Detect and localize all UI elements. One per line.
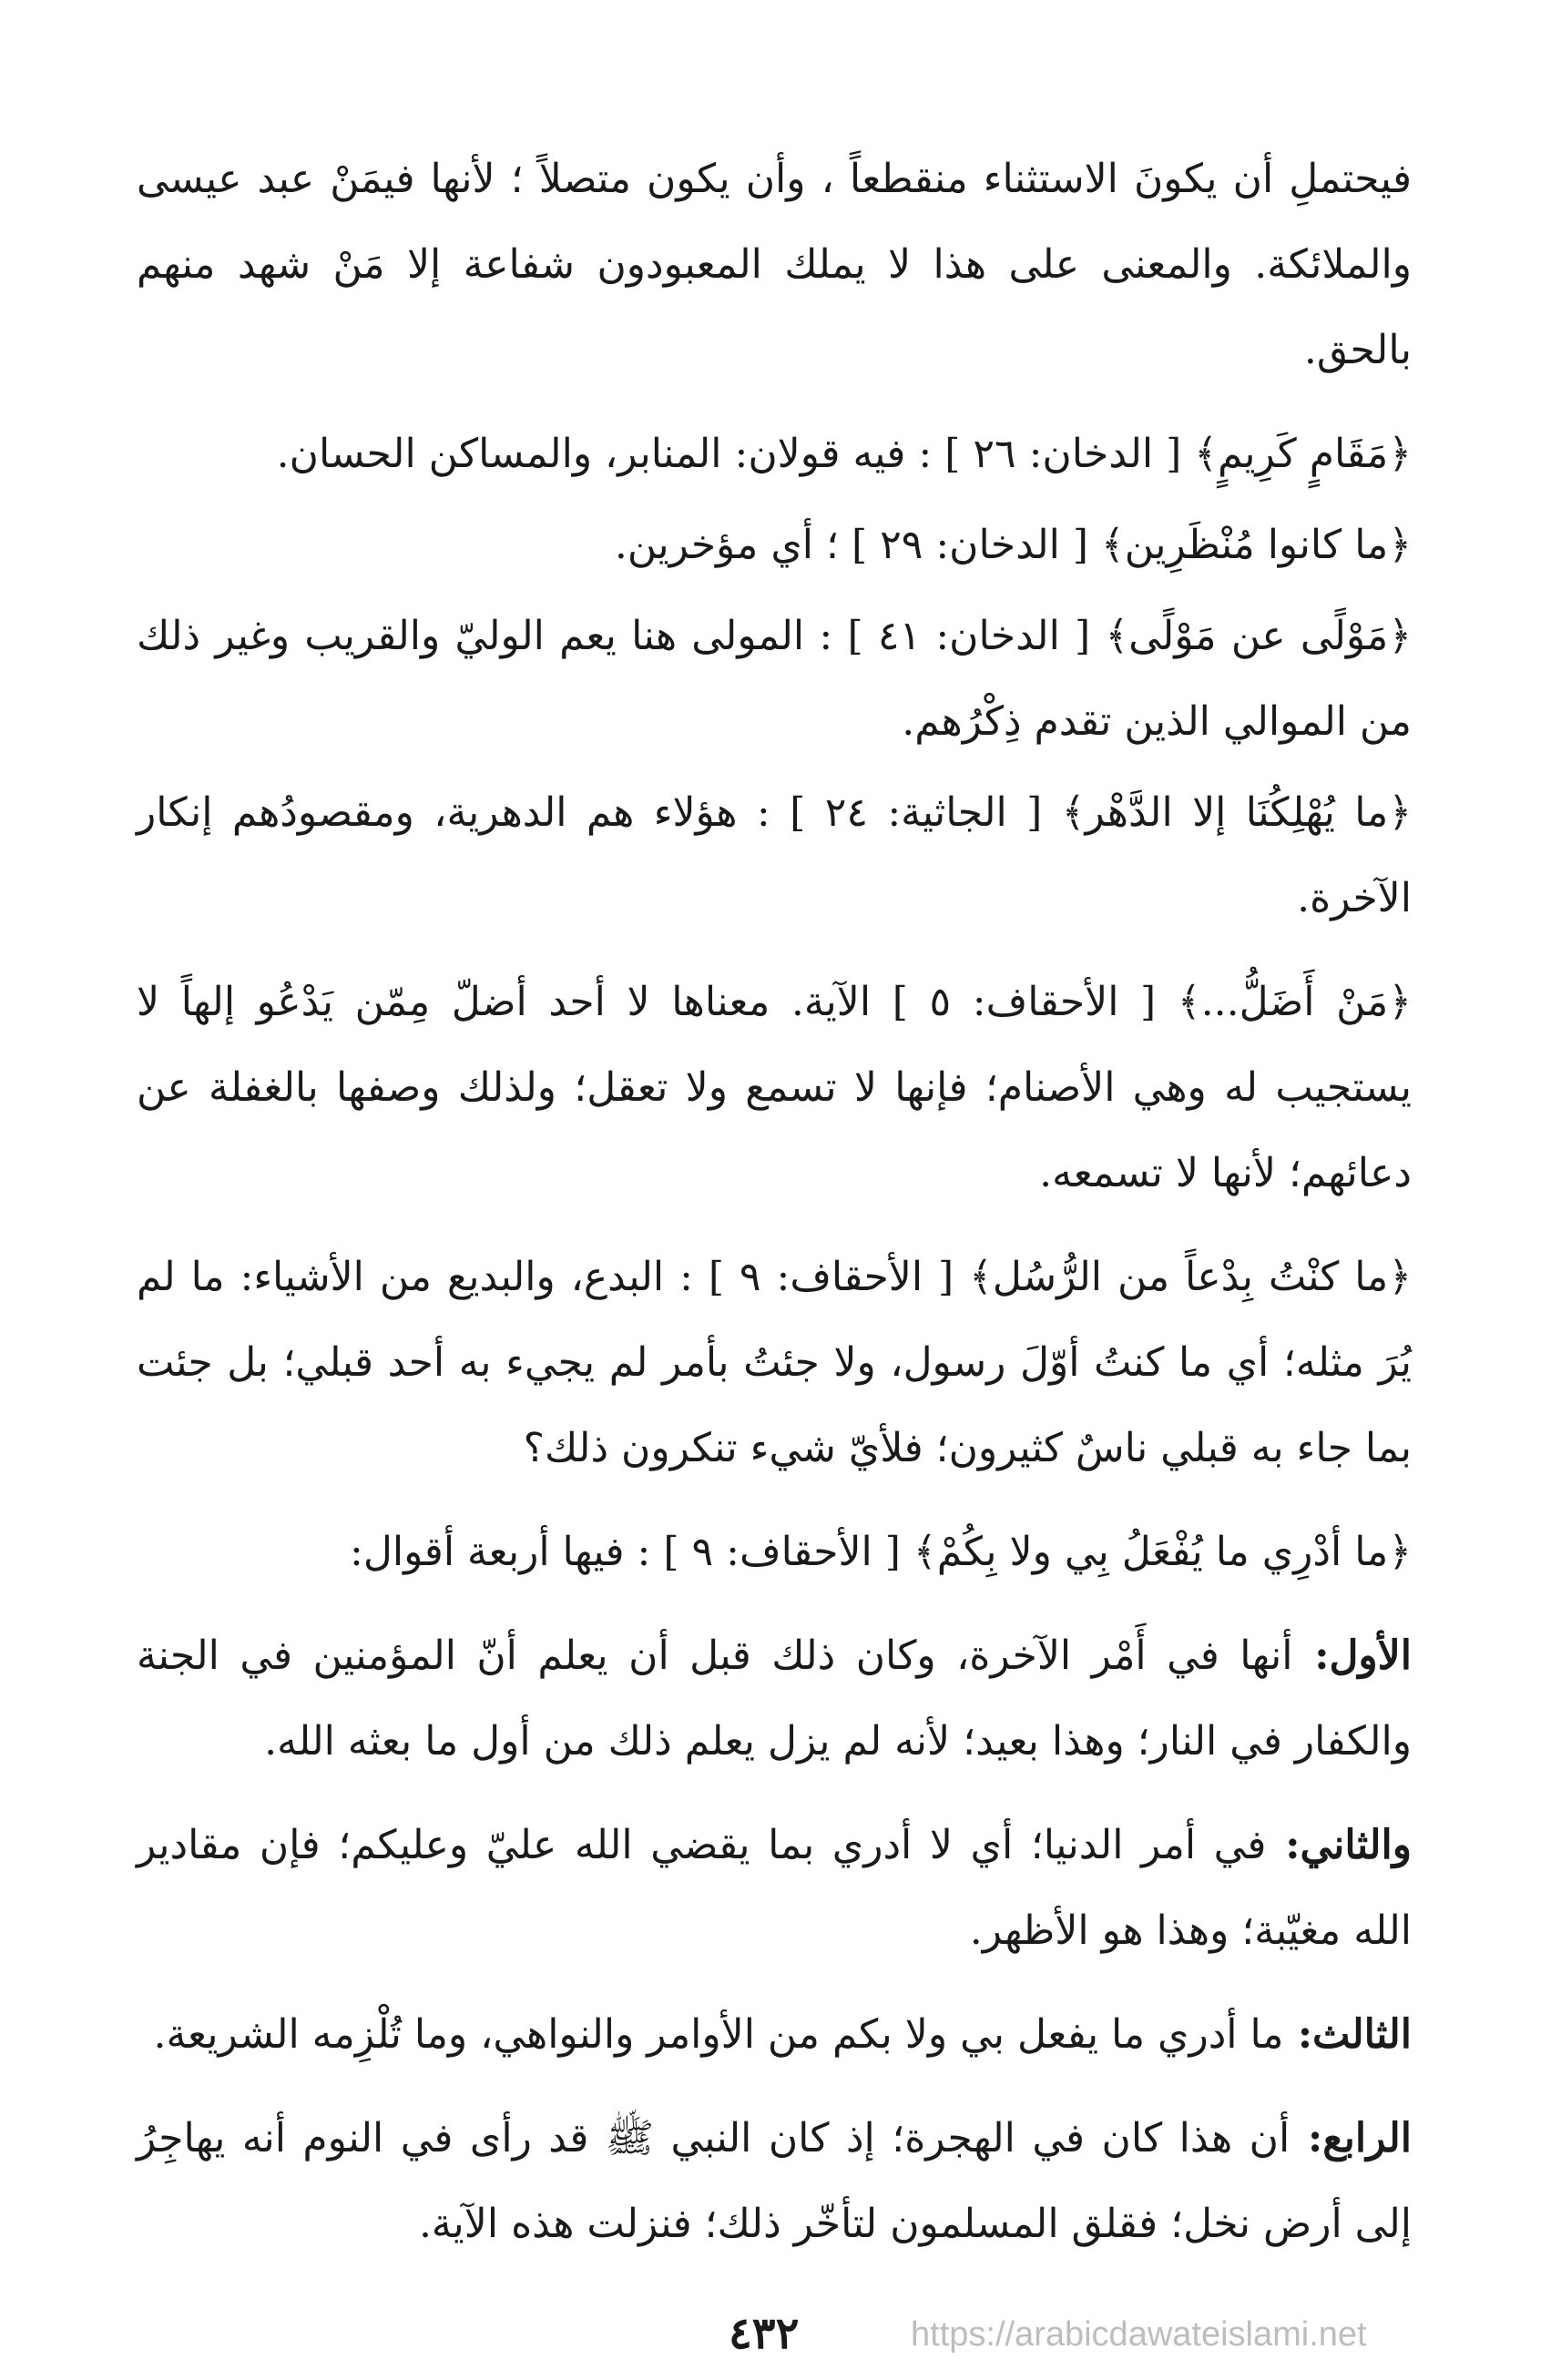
verse-reference: [ الأحقاف: ٥ ] bbox=[871, 979, 1157, 1025]
paragraph-text: : فيها أربعة أقوال: bbox=[350, 1529, 651, 1575]
verse-reference: [ الدخان: ٤١ ] bbox=[832, 613, 1091, 659]
paragraph-text: في أمر الدنيا؛ أي لا أدري بما يقضي الله عليّ وعليكم؛ فإن مقادير الله مغيّبة؛ وهذا هو الأظهر. bbox=[137, 1822, 1412, 1954]
paragraph-text: أن هذا كان في الهجرة؛ إذ كان النبي ﷺ قد رأى في النوم أنه يهاجِرُ إلى أرض نخل؛ فقلق المسلمون لتأخّر ذلك؛ فنزلت هذه الآية. bbox=[137, 2115, 1412, 2247]
paragraph-text: : هؤلاء هم الدهرية، ومقصودُهم إنكار الآخرة. bbox=[137, 789, 1412, 921]
watermark-url: https://arabicdawateislami.net bbox=[911, 2315, 1367, 2354]
book-page bbox=[137, 137, 1412, 2285]
quran-verse: ﴿ما أدْرِي ما يُفْعَلُ بِي ولا بِكُمْ﴾ bbox=[900, 1529, 1412, 1575]
paragraph-text: أنها في أَمْر الآخرة، وكان ذلك قبل أن يعلم أنّ المؤمنين في الجنة والكفار في النار؛ وهذا بعيد؛ لأنه لم يزل يعلم ذلك من أول ما بعثه الله. bbox=[137, 1632, 1412, 1765]
paragraph-munzarin bbox=[137, 503, 1412, 588]
page-footer bbox=[0, 2308, 1561, 2363]
verse-reference: [ الدخان: ٢٩ ] bbox=[838, 522, 1088, 568]
paragraph-intro bbox=[137, 137, 1412, 393]
page-number: ٤٣٢ bbox=[729, 2308, 800, 2359]
paragraph-second-opinion bbox=[137, 1803, 1412, 1974]
verse-reference: [ الجاثية: ٢٤ ] bbox=[770, 789, 1043, 836]
paragraph-text: : المولى هنا يعم الوليّ والقريب وغير ذلك من الموالي الذين تقدم ذِكْرُهم. bbox=[137, 613, 1412, 745]
paragraph-text: ؛ أي مؤخرين. bbox=[614, 522, 839, 568]
paragraph-adall bbox=[137, 960, 1412, 1216]
paragraph-text: : فيه قولان: المنابر، والمساكن الحسان. bbox=[276, 431, 933, 477]
quran-verse: ﴿مَوْلًى عن مَوْلًى﴾ bbox=[1090, 613, 1412, 659]
quran-verse: ﴿مَنْ أَضَلُّ...﴾ bbox=[1156, 979, 1412, 1025]
paragraph-text: الآية. معناها لا أحد أضلّ مِمّن يَدْعُو إلهاً لا يستجيب له وهي الأصنام؛ فإنها لا تسمع ولا تعقل؛ ولذلك وصفها بالغفلة عن دعائهم؛ لأنها لا تسمعه. bbox=[137, 979, 1412, 1196]
paragraph-text: ما أدري ما يفعل بي ولا بكم من الأوامر والنواهي، وما تُلْزِمه الشريعة. bbox=[153, 2011, 1284, 2058]
paragraph-fourth-opinion bbox=[137, 2096, 1412, 2267]
paragraph-first-opinion bbox=[137, 1613, 1412, 1785]
paragraph-bidan bbox=[137, 1235, 1412, 1491]
opinion-heading: الأول: bbox=[1292, 1632, 1412, 1679]
paragraph-text: فيحتملِ أن يكونَ الاستثناء منقطعاً ، وأن يكون متصلاً ؛ لأنها فيمَنْ عبد عيسى والملائكة. والمعنى على هذا لا يملك المعبودون شفاعة إلا مَنْ شهد منهم بالحق. bbox=[137, 156, 1412, 373]
paragraph-text: : البدع، والبديع من الأشياء: ما لم يُرَ مثله؛ أي ما كنتُ أوّلَ رسول، ولا جئتُ بأمر لم يجيء به أحد قبلي؛ بل جئت بما جاء به قبلي ناسٌ كثيرون؛ فلأيّ شيء تنكرون ذلك؟ bbox=[137, 1254, 1412, 1471]
paragraph-ma-adri bbox=[137, 1510, 1412, 1595]
quran-verse: ﴿ما كنْتُ بِدْعاً من الرُّسُل﴾ bbox=[954, 1254, 1412, 1300]
quran-verse: ﴿ما يُهْلِكُنَا إلا الدَّهْر﴾ bbox=[1042, 789, 1413, 836]
verse-reference: [ الدخان: ٢٦ ] bbox=[932, 431, 1182, 477]
opinion-heading: والثاني: bbox=[1266, 1822, 1412, 1868]
quran-verse: ﴿مَقَامٍ كَرِيمٍ﴾ bbox=[1181, 431, 1412, 477]
quran-verse: ﴿ما كانوا مُنْظَرِين﴾ bbox=[1087, 522, 1412, 568]
opinion-heading: الرابع: bbox=[1290, 2115, 1413, 2161]
paragraph-third-opinion bbox=[137, 1992, 1412, 2078]
verse-reference: [ الأحقاف: ٩ ] bbox=[650, 1529, 901, 1575]
paragraph-dahr bbox=[137, 770, 1412, 941]
verse-reference: [ الأحقاف: ٩ ] bbox=[692, 1254, 954, 1300]
paragraph-mawla bbox=[137, 594, 1412, 765]
paragraph-maqam-karim bbox=[137, 412, 1412, 497]
opinion-heading: الثالث: bbox=[1283, 2011, 1412, 2058]
